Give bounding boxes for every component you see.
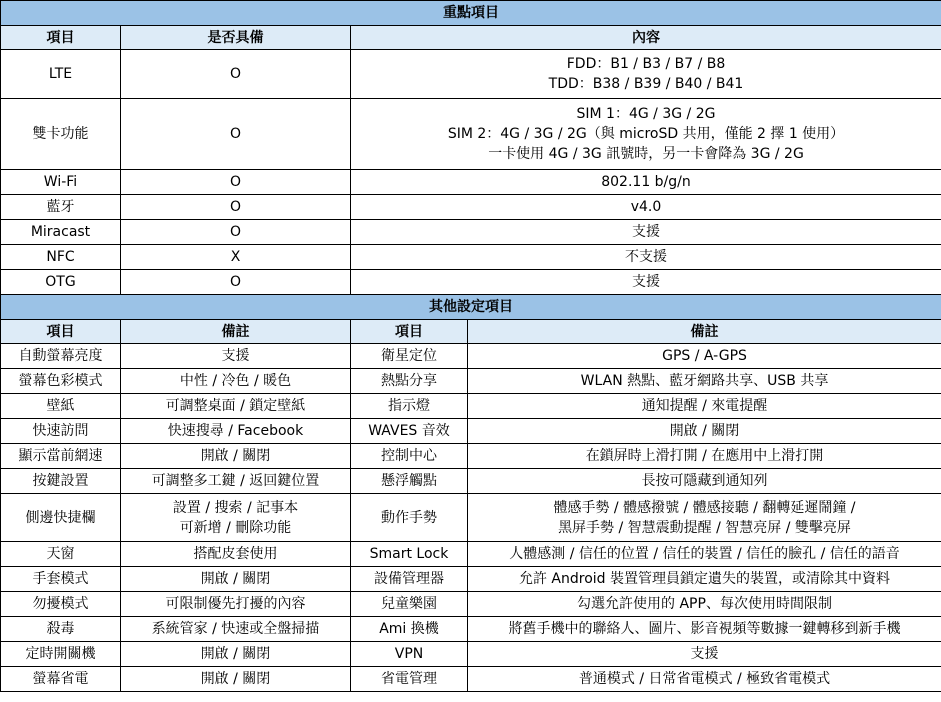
note-line: 搭配皮套使用 <box>193 546 278 562</box>
item-name: 快速訪問 <box>1 419 121 444</box>
header-col-2: 項目 <box>351 320 468 344</box>
item-name: 手套模式 <box>1 567 121 592</box>
table-row <box>1 50 941 99</box>
note-line: 設置 / 搜索 / 記事本 <box>172 499 299 516</box>
note <box>468 567 941 592</box>
item-name: 定時開關機 <box>1 642 121 667</box>
item-name: 設備管理器 <box>351 567 468 592</box>
note <box>121 617 351 642</box>
note <box>468 369 941 394</box>
header-col-0: 項目 <box>1 320 121 344</box>
availability: X <box>121 245 351 270</box>
note-line: 開啟 / 關閉 <box>200 571 271 587</box>
note <box>121 667 351 692</box>
note-line: 開啟 / 關閉 <box>200 448 271 464</box>
content <box>351 195 941 220</box>
content-line: 802.11 b/g/n <box>601 174 691 190</box>
header-row <box>1 320 941 344</box>
content-line: SIM 2：4G / 3G / 2G（與 microSD 共用，僅能 2 擇 1 使用） <box>447 126 845 142</box>
table-row <box>1 444 941 469</box>
table-row <box>1 642 941 667</box>
item-name: 顯示當前網速 <box>1 444 121 469</box>
content-line: 支援 <box>632 274 660 290</box>
note-line: 開啟 / 關閉 <box>200 646 271 662</box>
item-name: 兒童樂園 <box>351 592 468 617</box>
item-name: 指示燈 <box>351 394 468 419</box>
note-line: 快速搜尋 / Facebook <box>167 423 304 439</box>
note <box>468 419 941 444</box>
item-name: WAVES 音效 <box>351 419 468 444</box>
note-line: 可限制優先打擾的內容 <box>165 596 306 612</box>
section-title-row <box>1 295 941 320</box>
availability: O <box>121 99 351 170</box>
content-line: 一卡使用 4G / 3G 訊號時，另一卡會降為 3G / 2G <box>488 146 804 162</box>
item-name: 雙卡功能 <box>1 99 121 170</box>
header-col-3: 備註 <box>468 320 941 344</box>
availability: O <box>121 170 351 195</box>
content-line: v4.0 <box>630 199 662 215</box>
item-name: 按鍵設置 <box>1 469 121 494</box>
note-line: WLAN 熱點、藍牙網路共享、USB 共享 <box>580 373 829 389</box>
item-name: 殺毒 <box>1 617 121 642</box>
note <box>121 542 351 567</box>
availability: O <box>121 220 351 245</box>
note-line: 普通模式 / 日常省電模式 / 極致省電模式 <box>578 671 831 687</box>
item-name: 壁紙 <box>1 394 121 419</box>
item-name: OTG <box>1 270 121 295</box>
table-row <box>1 245 941 270</box>
note <box>468 344 941 369</box>
note <box>468 494 941 542</box>
note <box>468 642 941 667</box>
item-name: VPN <box>351 642 468 667</box>
item-name: Ami 換機 <box>351 617 468 642</box>
item-name: 熱點分享 <box>351 369 468 394</box>
header-col-1: 備註 <box>121 320 351 344</box>
item-name: Miracast <box>1 220 121 245</box>
note <box>121 494 351 542</box>
note-line: 將舊手機中的聯絡人、圖片、影音視頻等數據一鍵轉移到新手機 <box>508 621 901 637</box>
note-line: 支援 <box>690 646 719 662</box>
item-name: Smart Lock <box>351 542 468 567</box>
item-name: NFC <box>1 245 121 270</box>
item-name: 省電管理 <box>351 667 468 692</box>
table-row <box>1 617 941 642</box>
item-name: 天窗 <box>1 542 121 567</box>
note <box>121 642 351 667</box>
note-line: 中性 / 冷色 / 暖色 <box>179 373 292 389</box>
note <box>468 444 941 469</box>
table-row <box>1 270 941 295</box>
section-title-row <box>1 1 941 26</box>
availability: O <box>121 270 351 295</box>
item-name: 衛星定位 <box>351 344 468 369</box>
table-row <box>1 170 941 195</box>
table-row <box>1 567 941 592</box>
item-name: Wi-Fi <box>1 170 121 195</box>
content <box>351 245 941 270</box>
note-line: 支援 <box>221 348 250 364</box>
table-row <box>1 344 941 369</box>
note-line: 通知提醒 / 來電提醒 <box>641 398 768 414</box>
table-row <box>1 494 941 542</box>
item-name: 螢幕色彩模式 <box>1 369 121 394</box>
note-line: 允許 Android 裝置管理員鎖定遺失的裝置，或清除其中資料 <box>518 571 891 587</box>
note <box>121 567 351 592</box>
section-title: 重點項目 <box>1 1 941 26</box>
content <box>351 170 941 195</box>
note <box>121 592 351 617</box>
table-row <box>1 220 941 245</box>
header-content: 內容 <box>351 26 941 50</box>
note <box>121 369 351 394</box>
table-row <box>1 469 941 494</box>
note <box>121 419 351 444</box>
availability: O <box>121 195 351 220</box>
table-row <box>1 394 941 419</box>
content-line: 支援 <box>632 224 660 240</box>
item-name: 懸浮觸點 <box>351 469 468 494</box>
note-line: 人體感測 / 信任的位置 / 信任的裝置 / 信任的臉孔 / 信任的語音 <box>509 546 900 562</box>
note-line: 體感手勢 / 體感撥號 / 體感接聽 / 翻轉延遲鬧鐘 / <box>553 499 856 516</box>
item-name: 勿擾模式 <box>1 592 121 617</box>
item-name: LTE <box>1 50 121 99</box>
header-item: 項目 <box>1 26 121 50</box>
item-name: 螢幕省電 <box>1 667 121 692</box>
note-line: 黑屏手勢 / 智慧震動提醒 / 智慧亮屏 / 雙擊亮屏 <box>558 519 851 536</box>
note-line: 可調整桌面 / 鎖定壁紙 <box>165 398 306 414</box>
note <box>468 542 941 567</box>
note <box>121 344 351 369</box>
content-line: SIM 1：4G / 3G / 2G <box>576 106 716 122</box>
note-line: 可新增 / 刪除功能 <box>179 519 292 536</box>
table-row <box>1 667 941 692</box>
note-line: 開啟 / 關閉 <box>669 423 740 439</box>
note <box>468 667 941 692</box>
content-line: FDD：B1 / B3 / B7 / B8 <box>566 56 726 72</box>
note <box>121 469 351 494</box>
note-line: 勾選允許使用的 APP、每次使用時間限制 <box>577 596 832 612</box>
table-row <box>1 195 941 220</box>
content <box>351 220 941 245</box>
note-line: 在鎖屏時上滑打開 / 在應用中上滑打開 <box>585 448 824 464</box>
item-name: 藍牙 <box>1 195 121 220</box>
note-line: GPS / A-GPS <box>662 348 747 364</box>
note <box>121 444 351 469</box>
note <box>468 617 941 642</box>
item-name: 動作手勢 <box>351 494 468 542</box>
note <box>468 394 941 419</box>
item-name: 自動螢幕亮度 <box>1 344 121 369</box>
table-row <box>1 369 941 394</box>
section-title: 其他設定項目 <box>1 295 941 320</box>
availability: O <box>121 50 351 99</box>
item-name: 側邊快捷欄 <box>1 494 121 542</box>
content-line: 不支援 <box>625 249 667 265</box>
header-row <box>1 26 941 50</box>
content <box>351 99 941 170</box>
note-line: 系統管家 / 快速或全盤掃描 <box>151 621 320 637</box>
content <box>351 50 941 99</box>
note <box>468 469 941 494</box>
note-line: 開啟 / 關閉 <box>200 671 271 687</box>
note <box>121 394 351 419</box>
note-line: 可調整多工鍵 / 返回鍵位置 <box>151 473 320 489</box>
header-has: 是否具備 <box>121 26 351 50</box>
table-row <box>1 99 941 170</box>
content-line: TDD：B38 / B39 / B40 / B41 <box>548 76 744 92</box>
table-row <box>1 419 941 444</box>
note <box>468 592 941 617</box>
content <box>351 270 941 295</box>
table-row <box>1 542 941 567</box>
item-name: 控制中心 <box>351 444 468 469</box>
note-line: 長按可隱藏到通知列 <box>641 473 768 489</box>
table-row <box>1 592 941 617</box>
